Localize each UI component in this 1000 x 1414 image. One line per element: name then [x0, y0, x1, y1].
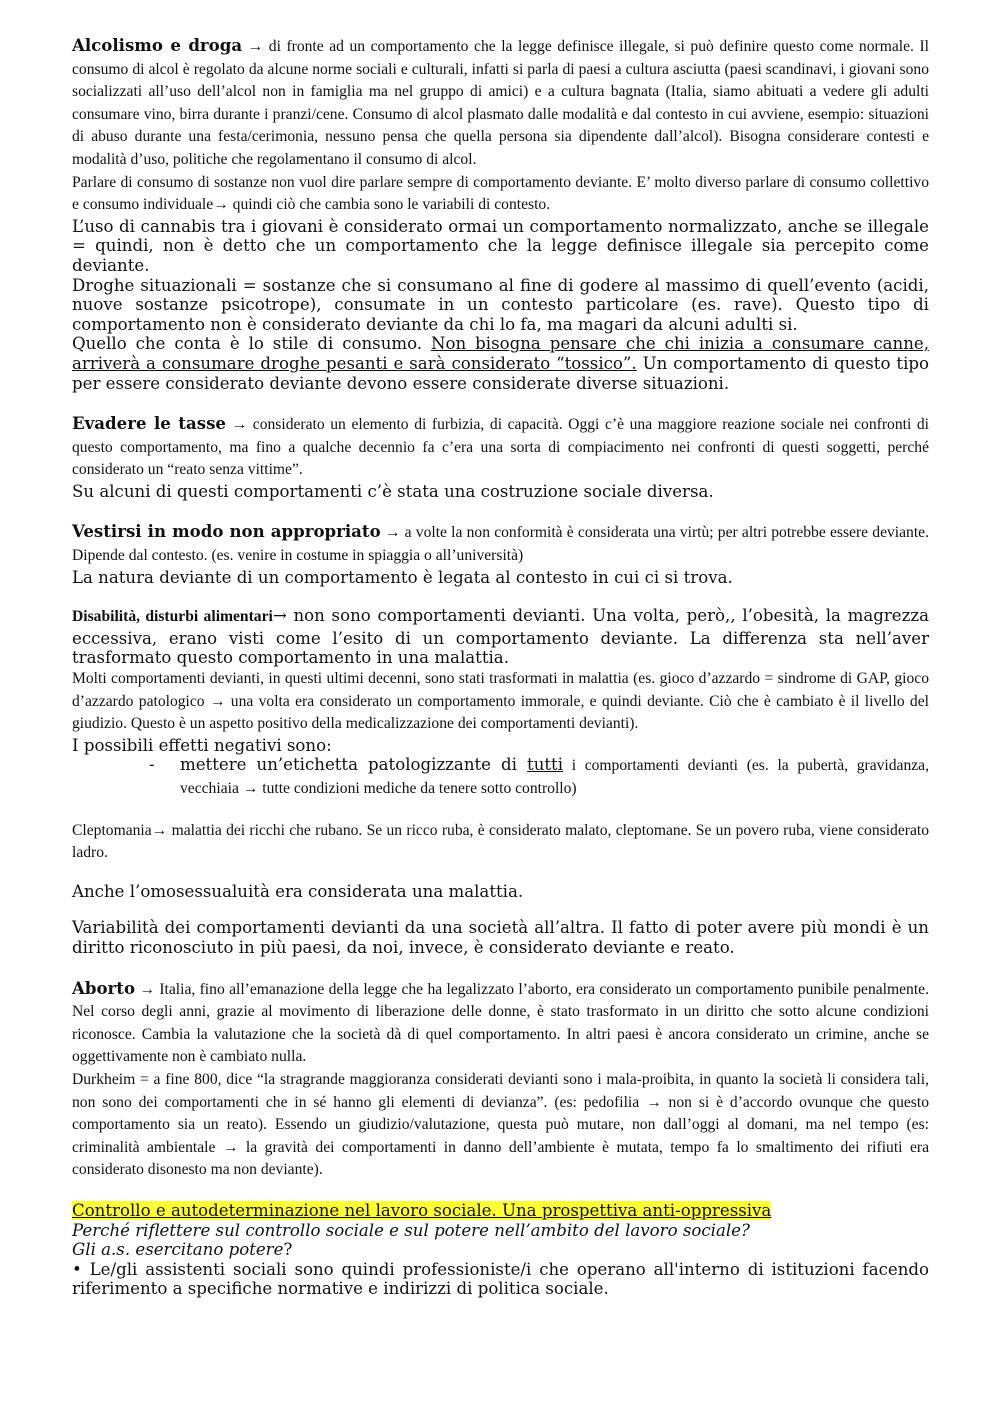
durkheim-paragraph: Durkheim = a fine 800, dice “la stragrande maggioranza considerati devianti sono i mala-proibita, in quanto la società li considera tali, non sono dei comportamenti che in sé hanno gli elementi di devianza”. (es: pedofilia → non si è d’accordo ovunque che questo comportamento sia un reato). Essendo un giudizio/valutazione, questa può mutare, non dall’oggi al domani, ma nel tempo (es: criminalità ambientale → la gravità dei comportamenti in danno dell’ambiente è mutata, tempo fa lo smaltimento dei rifiuti era considerato disonesto ma non deviante).	[72, 1070, 929, 1179]
alcol-paragraph: Alcolismo e droga → di fronte ad un comportamento che la legge definisce illegale, si può definire questo come normale. Il consumo di alcol è regolato da alcune norme sociali e culturali, infatti si parla di paesi a cultura asciutta (paesi scandinavi, i giovani sono socializzati all’uso dell’alcol non in famiglia ma nel gruppo di amici) e a cultura bagnata (Italia, siamo abituati a vedere gli adulti consumare vino, birra durante i pranzi/cene. Consumo di alcol plasmato dalle modalità e dal contesto in cui avviene, esempio: situazioni di abuso durante una festa/cerimonia, nessuno pensa che quella persona sia dipendente dall’alcol). Bisogna considerare contesti e modalità d’uso, politiche che regolamentano il consumo di alcol.	[72, 35, 929, 168]
omosessualita-paragraph: Anche l’omosessualuità era considerata una malattia.	[72, 881, 524, 901]
cleptomania-paragraph: Cleptomania→ malattia dei ricchi che rubano. Se un ricco ruba, è considerato malato, cleptomane. Se un povero ruba, viene considerato ladro.	[72, 821, 929, 862]
tasse-paragraph: Evadere le tasse → considerato un elemento di furbizia, di capacità. Oggi c’è una maggiore reazione sociale nei confronti di questo comportamento, ma fino a qualche decennio fa c’era una sorta di compiacimento nei confronti di questi soggetti, perché considerato un “reato senza vittime”.	[72, 413, 930, 479]
section-title-disabilita: Disabilità, disturbi alimentari	[72, 608, 273, 626]
consumo-paragraph: Parlare di consumo di sostanze non vuol dire parlare sempre di comportamento deviante. E’ molto diverso parlare di consumo collettivo e consumo individuale→ quindi ciò che cambia sono le variabili di contesto.	[72, 173, 929, 214]
document-page	[72, 34, 929, 1299]
costruzione-sociale-paragraph: Su alcuni di questi comportamenti c’è stata una costruzione sociale diversa.	[72, 481, 714, 501]
variabilita-paragraph: Variabilità dei comportamenti devianti da una società all’altra. Il fatto di poter avere più mondi è un diritto riconosciuto in più paesi, da noi, invece, è considerato deviante e reato.	[72, 918, 929, 957]
question-potere: Gli a.s. esercitano potere?	[72, 1240, 293, 1260]
medicalizzazione-paragraph: Molti comportamenti devianti, in questi ultimi decenni, sono stati trasformati in malattia (es. gioco d’azzardo = sindrome di GAP, gioco d’azzardo patologico → una volta era considerato un comportamento immorale, e quindi deviante. Ciò che è cambiato è il livello del giudizio. Questo è un aspetto positivo della medicalizzazione dei comportamenti devianti).	[72, 670, 929, 733]
bullet-dash: -	[149, 755, 155, 775]
disabilita-paragraph: Disabilità, disturbi alimentari→ non sono comportamenti devianti. Una volta, però,, l’obesità, la magrezza eccessiva, erano visti come l’esito di un comportamento deviante. La differenza sta nell’aver trasformato questo comportamento in una malattia.	[72, 606, 929, 668]
vestirsi-paragraph: Vestirsi in modo non appropriato → a volte la non conformità è considerata una virtù; per altri potrebbe essere deviante. Dipende dal contesto. (es. venire in costume in spiaggia o all’università)	[72, 521, 929, 565]
list-item: - mettere un’etichetta patologizzante di tutti i comportamenti devianti (es. la pubertà, gravidanza, vecchiaia → tutte condizioni mediche da tenere sotto controllo)	[149, 755, 929, 800]
natura-deviante-paragraph: La natura deviante di un comportamento è legata al contesto in cui ci si trova.	[72, 567, 733, 587]
aborto-paragraph: Aborto → Italia, fino all’emanazione della legge che ha legalizzato l’aborto, era considerato un comportamento punibile penalmente. Nel corso degli anni, grazie al movimento di liberazione delle donne, è stato trasformato in un diritto che sotto alcune condizioni riconosce. Cambia la valutazione che la società dà di quel comportamento. In altri paesi è ancora considerato un crimine, anche se oggettivamente non è cambiato nulla.	[72, 977, 929, 1066]
section-title-tasse: Evadere le tasse	[72, 413, 226, 434]
droghe-situazionali-paragraph: Droghe situazionali = sostanze che si consumano al fine di godere al massimo di quell’evento (acidi, nuove sostanze psicotrope), consumate in un contesto particolare (es. rave). Questo tipo di comportamento non è considerato deviante da chi lo fa, ma magari da alcuni adulti si.	[72, 275, 929, 334]
section-title-alcolismo: Alcolismo e droga	[72, 35, 243, 55]
effetti-negativi-paragraph: I possibili effetti negativi sono:	[72, 735, 332, 755]
question-paragraph: Perché riflettere sul controllo sociale e sul potere nell’ambito del lavoro sociale?	[72, 1220, 750, 1240]
section-title-vestirsi: Vestirsi in modo non appropriato	[72, 521, 381, 542]
cannabis-paragraph: L’uso di cannabis tra i giovani è considerato ormai un comportamento normalizzato, anche se illegale = quindi, non è detto che un comportamento che la legge definisce illegale sia percepito come deviante.	[72, 216, 929, 275]
stile-consumo-paragraph: Quello che conta è lo stile di consumo. Non bisogna pensare che chi inizia a consumare canne, arriverà a consumare droghe pesanti e sarà considerato “tossico”. Un comportamento di questo tipo per essere considerato deviante devono essere considerate diverse situazioni.	[72, 334, 929, 393]
assistenti-sociali-paragraph: • Le/gli assistenti sociali sono quindi professioniste/i che operano all'interno di istituzioni facendo riferimento a specifiche normative e indirizzi di politica sociale.	[72, 1259, 929, 1299]
underlined-sentence: Non bisogna pensare che chi inizia a consumare canne, arriverà a consumare droghe pesanti e sarà considerato “tossico”.	[72, 334, 929, 373]
section-title-aborto: Aborto	[72, 977, 136, 998]
section-heading-controllo: Controllo e autodeterminazione nel lavoro sociale. Una prospettiva anti-oppressiva	[72, 1200, 772, 1220]
